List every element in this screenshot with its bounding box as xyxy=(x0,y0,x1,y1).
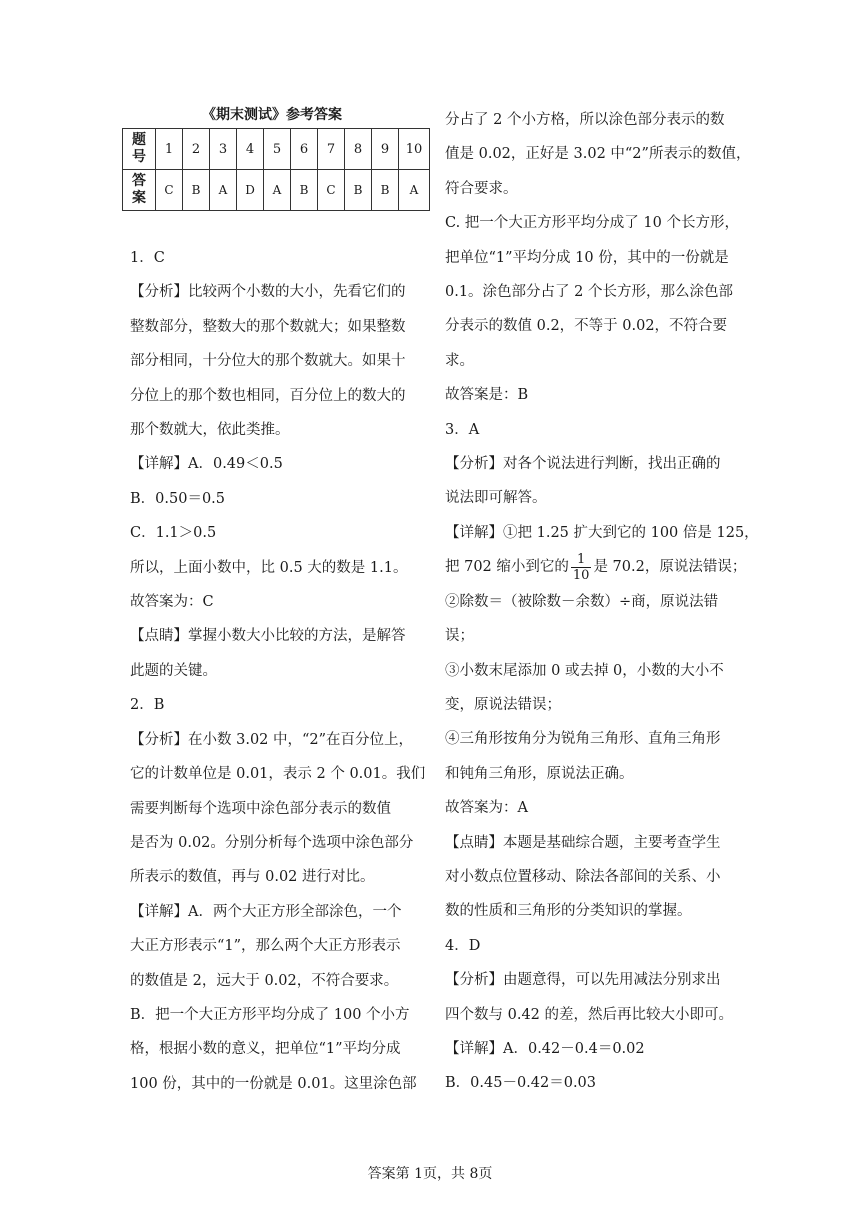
text-line: 分占了 2 个小方格，所以涂色部分表示的数 xyxy=(445,112,725,128)
text-line: 【详解】A．两个大正方形全部涂色，一个 xyxy=(130,903,402,920)
text-line: 分位上的那个数也相同，百分位上的数大的 xyxy=(130,387,406,404)
text-line: 【详解】A．0.42－0.4＝0.02 xyxy=(445,1040,645,1057)
answer-cell: B xyxy=(291,170,318,211)
text-line: 故答案是：B xyxy=(445,387,529,404)
text-line: 100 份，其中的一份就是 0.01。这里涂色部 xyxy=(130,1075,417,1092)
answer-cell: D xyxy=(237,170,264,211)
answer-table-number-row xyxy=(123,129,430,170)
text-line: 所以，上面小数中，比 0.5 大的数是 1.1。 xyxy=(130,559,408,576)
page-title: 《期末测试》参考答案 xyxy=(202,107,342,123)
text-line: 是否为 0.02。分别分析每个选项中涂色部分 xyxy=(130,834,414,851)
text-line: 格，根据小数的意义，把单位“1”平均分成 xyxy=(130,1041,401,1058)
answer-cell: A xyxy=(210,170,237,211)
text-line: 2．B xyxy=(130,697,165,714)
question-number: 5 xyxy=(264,129,291,170)
text-line: 所表示的数值，再与 0.02 进行对比。 xyxy=(130,869,375,886)
fraction-denominator: 10 xyxy=(572,567,590,583)
text-line: 求。 xyxy=(445,352,474,369)
text-line: 分表示的数值 0.2，不等于 0.02，不符合要 xyxy=(445,318,728,335)
text-line: C．1.1＞0.5 xyxy=(130,525,217,542)
answer-cell: A xyxy=(399,170,430,211)
text-line: 整数部分，整数大的那个数就大；如果整数 xyxy=(130,318,406,335)
text-line: 那个数就大，依此类推。 xyxy=(130,422,290,439)
text-line: 故答案为：C xyxy=(130,594,214,611)
text-line: 对小数点位置移动、除法各部间的关系、小 xyxy=(445,868,721,885)
text-line: 1．C xyxy=(130,250,165,266)
answer-cell: C xyxy=(156,170,183,211)
question-number: 2 xyxy=(183,129,210,170)
answer-table-answer-row xyxy=(123,170,430,211)
answer-cell: A xyxy=(264,170,291,211)
text-line: 4．D xyxy=(445,937,481,954)
text-line: 大正方形表示“1”，那么两个大正方形表示 xyxy=(130,938,401,955)
page-footer: 答案第 1页，共 8页 xyxy=(367,1166,493,1182)
question-number: 7 xyxy=(318,129,345,170)
fraction-text-line xyxy=(445,550,747,584)
text-line: 变，原说法错误； xyxy=(445,696,561,713)
text-line: 需要判断每个选项中涂色部分表示的数值 xyxy=(130,800,391,817)
text-line: 此题的关键。 xyxy=(130,662,217,679)
text-line: 和钝角三角形，原说法正确。 xyxy=(445,765,634,782)
text-line: 0.1。涂色部分占了 2 个长方形，那么涂色部 xyxy=(445,284,734,301)
question-number: 1 xyxy=(156,129,183,170)
fraction-line-after: 是 70.2，原说法错误； xyxy=(593,559,747,576)
text-line: 部分相同，十分位大的那个数就大。如果十 xyxy=(130,353,406,370)
text-line: C. 把一个大正方形平均分成了 10 个长方形， xyxy=(445,215,739,232)
question-number: 8 xyxy=(345,129,372,170)
question-number: 10 xyxy=(399,129,430,170)
text-line: 【详解】A．0.49＜0.5 xyxy=(130,456,283,473)
answer-table xyxy=(122,128,430,211)
text-line: 【详解】①把 1.25 扩大到它的 100 倍是 125， xyxy=(445,524,759,541)
number-row-header: 题 号 xyxy=(123,129,156,170)
right-column xyxy=(445,103,759,1101)
answer-cell: C xyxy=(318,170,345,211)
text-line: 3．A xyxy=(445,421,480,438)
question-number: 3 xyxy=(210,129,237,170)
answer-row-header: 答 案 xyxy=(123,170,156,211)
answer-cell: B xyxy=(345,170,372,211)
question-number: 4 xyxy=(237,129,264,170)
text-line: 【点睛】掌握小数大小比较的方法，是解答 xyxy=(130,628,406,645)
fraction xyxy=(571,552,592,583)
fraction-numerator: 1 xyxy=(571,552,592,568)
text-line: 误； xyxy=(445,628,474,645)
text-line: 把单位“1”平均分成 10 份，其中的一份就是 xyxy=(445,249,729,266)
text-line: ③小数末尾添加 0 或去掉 0，小数的大小不 xyxy=(445,662,724,679)
text-line: 符合要求。 xyxy=(445,180,518,197)
text-line: 数的性质和三角形的分类知识的掌握。 xyxy=(445,903,692,920)
text-line: ④三角形按角分为锐角三角形、直角三角形 xyxy=(445,731,721,748)
text-line: 【点睛】本题是基础综合题，主要考查学生 xyxy=(445,834,721,851)
answer-cell: B xyxy=(372,170,399,211)
text-line: 它的计数单位是 0.01，表示 2 个 0.01。我们 xyxy=(130,766,426,783)
text-line: 【分析】对各个说法进行判断，找出正确的 xyxy=(445,456,721,473)
text-line: 故答案为：A xyxy=(445,800,528,817)
text-line: 【分析】由题意得，可以先用减法分别求出 xyxy=(445,972,721,989)
text-line: B．把一个大正方形平均分成了 100 个小方 xyxy=(130,1006,410,1023)
fraction-line-before: 把 702 缩小到它的 xyxy=(445,559,569,576)
text-line: 说法即可解答。 xyxy=(445,490,547,507)
answer-cell: B xyxy=(183,170,210,211)
text-line: 【分析】比较两个小数的大小，先看它们的 xyxy=(130,284,406,301)
question-number: 9 xyxy=(372,129,399,170)
question-number: 6 xyxy=(291,129,318,170)
text-line: B．0.50＝0.5 xyxy=(130,490,226,507)
text-line: 值是 0.02，正好是 3.02 中“2”所表示的数值， xyxy=(445,146,751,163)
left-column xyxy=(130,241,426,1101)
text-line: ②除数＝（被除数－余数）÷商，原说法错 xyxy=(445,593,719,610)
text-line: B．0.45－0.42＝0.03 xyxy=(445,1075,597,1092)
text-line: 的数值是 2，远大于 0.02，不符合要求。 xyxy=(130,972,399,989)
text-line: 四个数与 0.42 的差，然后再比较大小即可。 xyxy=(445,1006,734,1023)
text-line: 【分析】在小数 3.02 中，“2”在百分位上， xyxy=(130,731,414,748)
